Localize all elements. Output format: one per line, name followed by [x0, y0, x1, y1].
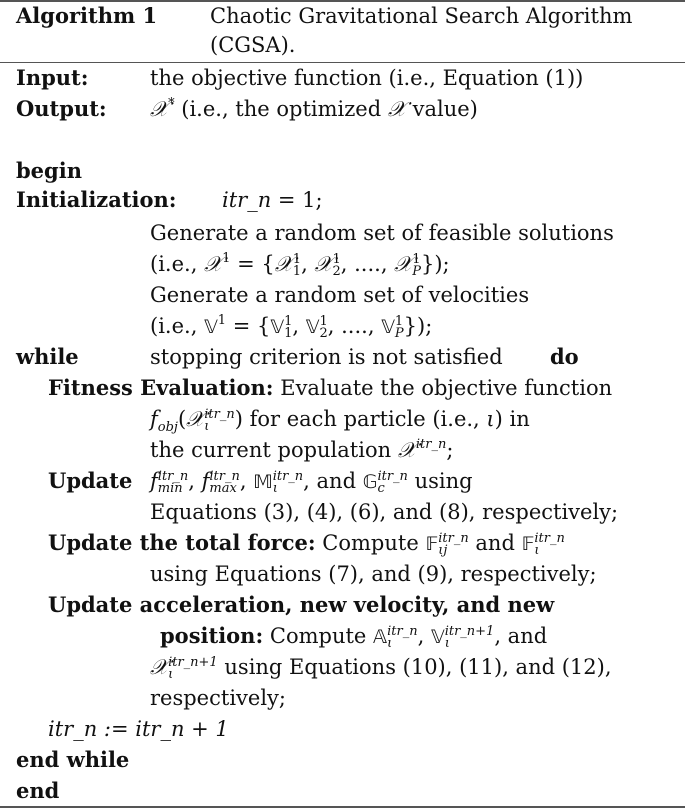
while-keyword: while [16, 344, 79, 369]
fitness-line2: $f_{obj}(𝒳$ itr_n ι ) for each particle (i.e., ι) in [150, 406, 530, 435]
gen-solutions: Generate a random set of feasible solutions [150, 221, 614, 245]
update-terms: f itr_n min , f itr_n max , 𝕄 itr_n ι , and 𝔾 itr_n c using [150, 468, 473, 496]
force-line1: Update the total force: Compute 𝔽 itr_n ιj and 𝔽 itr_n ι [48, 530, 565, 558]
output-label: Output: [16, 96, 107, 121]
fitness-line1: Fitness Evaluation: Evaluate the objective function [48, 375, 613, 400]
algorithm-title-cont: (CGSA). [210, 33, 296, 57]
end-while-keyword: end while [16, 747, 130, 772]
algorithm-label: Algorithm 1 [16, 3, 158, 28]
output-text: 𝒳* (i.e., the optimized 𝒳 value) [150, 96, 478, 121]
input-label: Input: [16, 65, 89, 90]
accel-respectively: respectively; [150, 686, 286, 710]
accel-line2: position: Compute 𝔸 itr_n ι , 𝕍 itr_n+1 ι , and [160, 623, 548, 651]
input-text: the objective function (i.e., Equation (1)) [150, 66, 584, 90]
accel-line3: 𝒳 itr_n+1 ι using Equations (10), (11), and (12), [150, 654, 612, 682]
algorithm-title: Chaotic Gravitational Search Algorithm [210, 4, 633, 28]
update-equations: Equations (3), (4), (6), and (8), respectively; [150, 500, 619, 524]
caption-rule [0, 62, 685, 63]
do-keyword: do [550, 344, 579, 369]
bottom-rule [0, 806, 685, 808]
accel-label: Update acceleration, new velocity, and new [48, 592, 555, 617]
velocities-set: (i.e., 𝕍$^1$ = {𝕍 1 1 , 𝕍 1 2 , ...., 𝕍 1 P }); [150, 313, 433, 341]
force-equations: using Equations (7), and (9), respectively; [150, 562, 597, 586]
itr-init: itr_n = 1; [222, 188, 323, 212]
while-condition: stopping criterion is not satisfied [150, 345, 503, 369]
algorithm-caption [16, 2, 157, 30]
solutions-set: (i.e., 𝒳$^1$ = {𝒳 1 1 , 𝒳 1 2 , ...., 𝒳 1 P }); [150, 251, 450, 279]
end-keyword: end [16, 778, 60, 803]
update-label: Update [48, 468, 133, 493]
increment: itr_n := itr_n + 1 [48, 717, 229, 741]
gen-velocities: Generate a random set of velocities [150, 283, 530, 307]
initialization-label: Initialization: [16, 187, 177, 212]
begin-keyword: begin [16, 158, 82, 183]
fitness-line3: the current population 𝒳$^{itr\_n}$; [150, 437, 454, 462]
